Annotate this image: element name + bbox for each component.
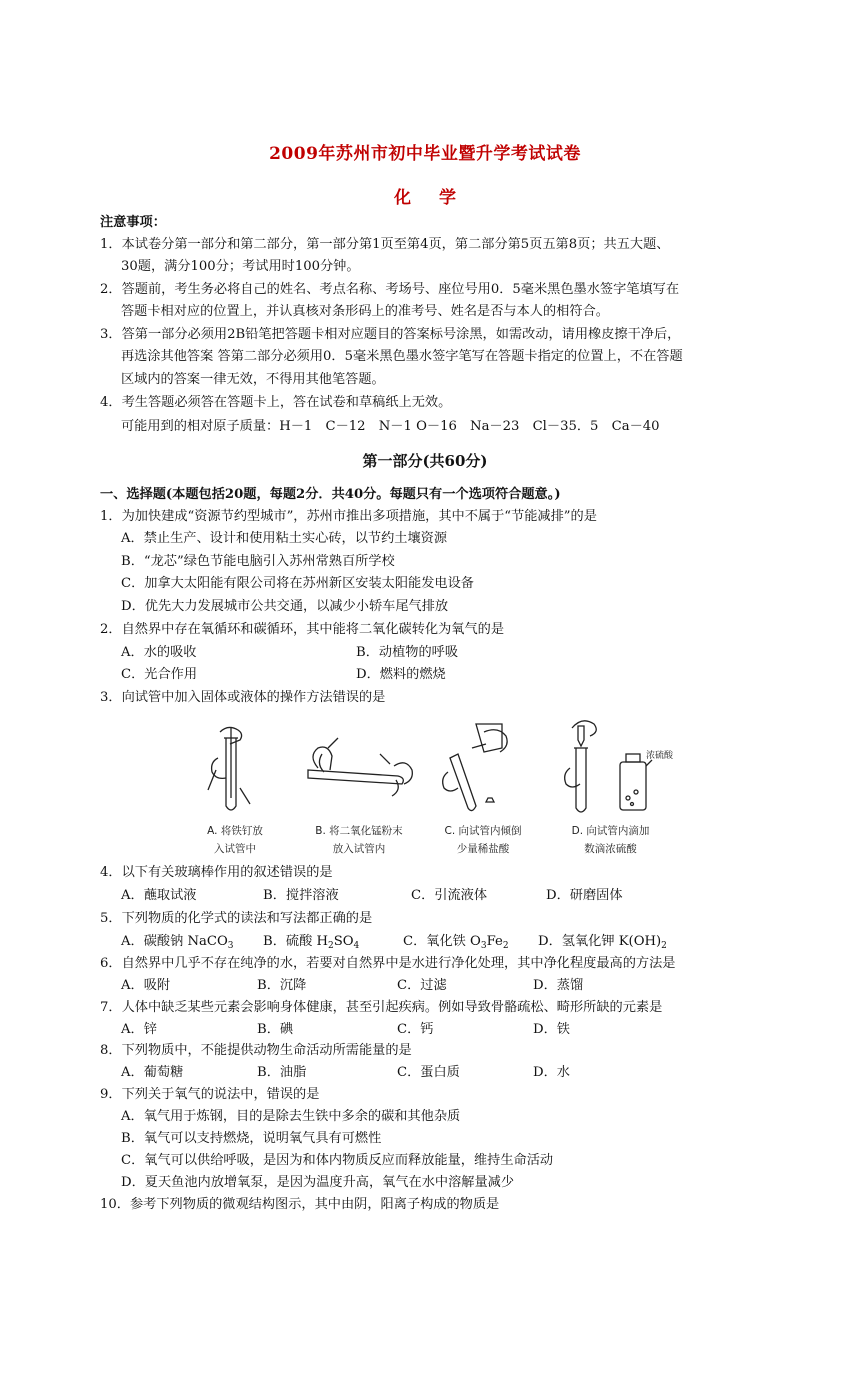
question-6-option-d: D．蒸馏 [533,978,584,993]
question-5-option-c: C．氧化铁 $O_3Fe_2$ [403,934,509,951]
subject-title: 化学 [394,188,484,208]
notice-line: 1．本试卷分第一部分和第二部分，第一部分第1页至第4页，第二部分第5页五第8页；共五大题、 [100,237,670,252]
question-3-figures [180,718,680,858]
figure-a-caption-line2: 入试管中 [214,843,256,855]
question-6-option-c: C．过滤 [397,978,447,993]
question-9-option-d: D．夏天鱼池内放增氧泵，是因为温度升高，氧气在水中溶解量减少 [121,1175,515,1190]
nail-into-test-tube-illustration [180,718,290,822]
question-6-option-a: A．吸附 [121,978,171,993]
question-4-option-b: B．搅拌溶液 [263,888,339,903]
question-1-option-a: A．禁止生产、设计和使用粘土实心砖，以节约土壤资源 [121,531,448,546]
notice-line: 2．答题前，考生务必将自己的姓名、考点名称、考场号、座位号用0．5毫米黑色墨水签字笔填写在 [100,282,680,297]
notice-line: 4．考生答题必须答在答题卡上，答在试卷和草稿纸上无效。 [100,395,452,410]
question-7-stem: 7．人体中缺乏某些元素会影响身体健康，甚至引起疾病。例如导致骨骼疏松、畸形所缺的元素是 [100,1000,663,1015]
question-6-option-b: B．沉降 [257,978,307,993]
question-8-option-c: C．蛋白质 [397,1065,460,1080]
figure-a-caption-line1: A. 将铁钉放 [207,825,263,837]
question-5-option-b: B．硫酸 $H_2SO_4$ [263,934,360,951]
notice-line: 区域内的答案一律无效，不得用其他笔答题。 [121,372,385,387]
question-5-stem: 5．下列物质的化学式的读法和写法都正确的是 [100,911,373,926]
question-4-option-d: D．研磨固体 [546,888,623,903]
question-7-option-b: B．碘 [257,1022,294,1037]
dropping-acid-illustration [548,718,673,822]
question-2-option-a: A．水的吸收 [121,645,197,660]
question-3-stem: 3．向试管中加入固体或液体的操作方法错误的是 [100,690,386,705]
figure-d-caption-line1: D. 向试管内滴加 [571,825,650,837]
notice-line: 3．答第一部分必须用2B铅笔把答题卡相对应题目的答案标号涂黑，如需改动，请用橡皮擦干净后， [100,327,681,342]
figure-c-caption [428,822,538,858]
question-10-stem: 10．参考下列物质的微观结构图示，其中由阴，阳离子构成的物质是 [100,1197,500,1212]
figure-a-caption [180,822,290,858]
figure-b-caption-line2: 放入试管内 [332,843,386,855]
notice-line: 30题，满分100分；考试用时100分钟。 [121,259,360,274]
question-4-option-c: C．引流液体 [411,888,488,903]
notice-line: 答题卡相对应的位置上，并认真核对条形码上的准考号、姓名是否与本人的相符合。 [121,304,609,319]
question-4-stem: 4．以下有关玻璃棒作用的叙述错误的是 [100,865,333,880]
powder-into-test-tube-illustration [298,718,420,822]
question-1-option-b: B．“龙芯”绿色节能电脑引入苏州常熟百所学校 [121,554,395,569]
question-8-option-b: B．油脂 [257,1065,307,1080]
question-2-option-c: C．光合作用 [121,667,198,682]
atomic-mass-line: 可能用到的相对原子质量：H－1 C－12 N－1 O－16 Na－23 Cl－35．5 Ca－40 [121,419,660,434]
figure-d [548,718,673,858]
part1-heading: 第一部分(共60分) [362,452,488,470]
question-9-option-c: C．氧气可以供给呼吸，是因为和体内物质反应而释放能量，维持生命活动 [121,1153,554,1168]
figure-c-caption-line2: 少量稀盐酸 [456,843,510,855]
question-7-option-d: D．铁 [533,1022,570,1037]
figure-c-caption-line1: C. 向试管内倾倒 [444,825,522,837]
figure-d-caption-line2: 数滴浓硫酸 [584,843,637,855]
exam-title: 2009年苏州市初中毕业暨升学考试试卷 [269,144,581,164]
question-2-stem: 2．自然界中存在氧循环和碳循环，其中能将二氧化碳转化为氧气的是 [100,622,505,637]
question-9-option-b: B．氧气可以支持燃烧，说明氧气具有可燃性 [121,1131,382,1146]
section-heading: 一、选择题(本题包括20题，每题2分．共40分。每题只有一个选项符合题意。) [100,487,561,502]
question-5-option-a: A．碳酸钠 NaCO$_3$ [121,934,234,951]
question-1-stem: 1．为加快建成“资源节约型城市”，苏州市推出多项措施，其中不属于“节能减排”的是 [100,509,597,524]
figure-c [428,718,538,858]
pouring-acid-illustration [428,718,538,822]
question-7-option-c: C．钙 [397,1022,434,1037]
question-6-stem: 6．自然界中几乎不存在纯净的水，若要对自然界中是水进行净化处理，其中净化程度最高的方法是 [100,956,676,971]
notice-header: 注意事项： [100,215,166,230]
question-9-stem: 9．下列关于氧气的说法中，错误的是 [100,1087,320,1102]
figure-b-caption [298,822,420,858]
notice-line: 再选涂其他答案 答第二部分必须用0．5毫米黑色墨水签字笔写在答题卡指定的位置上，不在答题 [121,349,683,364]
figure-d-caption [548,822,673,858]
question-8-stem: 8．下列物质中，不能提供动物生命活动所需能量的是 [100,1043,412,1058]
question-2-option-d: D．燃料的燃烧 [356,667,446,682]
question-9-option-a: A．氧气用于炼钢，目的是除去生铁中多余的碳和其他杂质 [121,1109,461,1124]
question-5-option-d: D．氢氧化钾 $K(OH)_2$ [538,934,667,951]
figure-b [298,718,420,858]
bottle-label: 浓硫酸 [646,751,673,761]
question-2-option-b: B．动植物的呼吸 [356,645,459,660]
question-8-option-d: D．水 [533,1065,570,1080]
question-7-option-a: A．锌 [121,1022,157,1037]
figure-a [180,718,290,858]
figure-b-caption-line1: B. 将二氧化锰粉末 [315,825,403,837]
question-1-option-c: C．加拿大太阳能有限公司将在苏州新区安装太阳能发电设备 [121,576,474,591]
question-1-option-d: D．优先大力发展城市公共交通，以减少小轿车尾气排放 [121,599,449,614]
question-4-option-a: A．蘸取试液 [121,888,197,903]
question-8-option-a: A．葡萄糖 [121,1065,184,1080]
